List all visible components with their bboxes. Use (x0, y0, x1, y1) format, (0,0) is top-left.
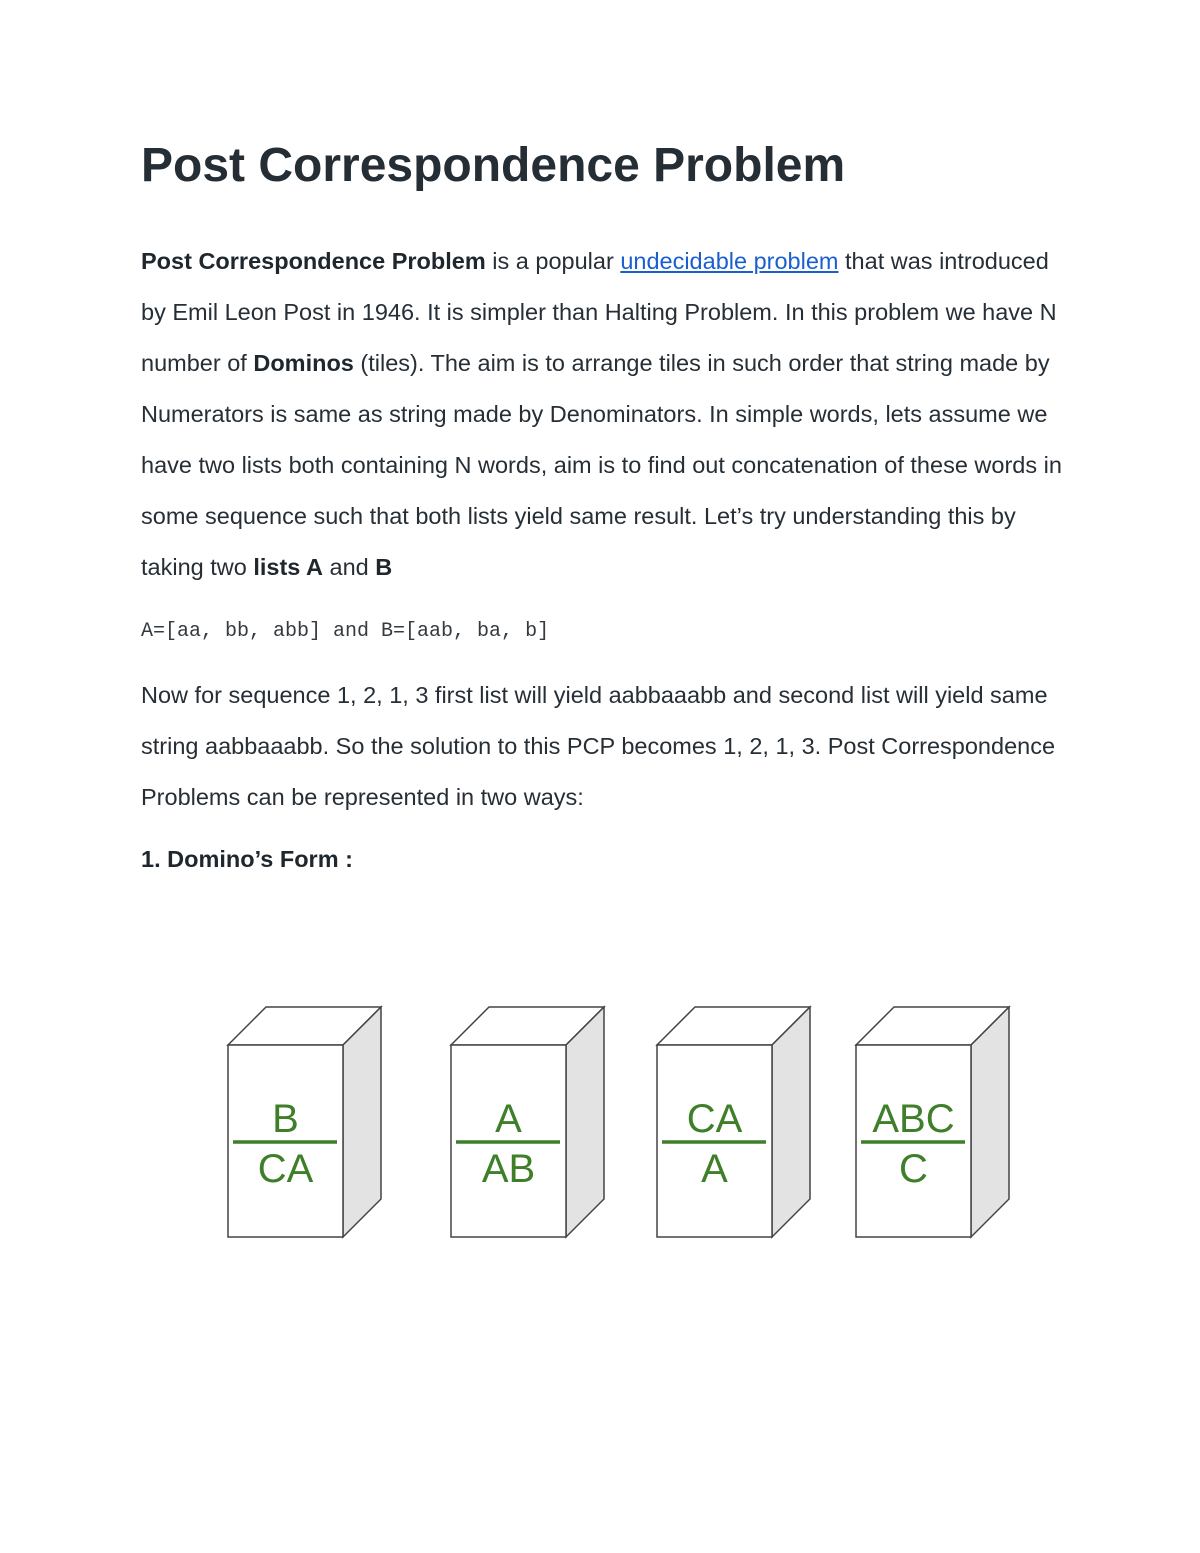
undecidable-problem-link[interactable]: undecidable problem (620, 248, 839, 274)
domino-numerator: ABC (872, 1097, 955, 1141)
domino-4 (856, 1007, 1009, 1237)
domino-denominator: CA (257, 1147, 314, 1191)
intro-paragraph (141, 236, 1071, 593)
lists-a-bold: lists A (253, 554, 323, 580)
term-bold: Post Correspondence Problem (141, 248, 486, 274)
domino-1 (228, 1007, 381, 1237)
intro-text-1: is a popular (485, 248, 621, 274)
domino-denominator: AB (481, 1147, 536, 1191)
domino-2 (451, 1007, 604, 1237)
intro-text-3: (tiles). The aim is to arrange tiles in such order that string made by Numerators is same as string made by Denominators. In simple words, lets assume we have two lists both containing N words, aim is to find out concatenation of these words in some sequence such that both lists yield same result. Let’s try understanding this by taking two (141, 350, 1062, 580)
domino-numerator: CA (686, 1097, 743, 1141)
domino-numerator: A (495, 1097, 522, 1141)
intro-text-2: that was introduced by Emil Leon Post in 1946. It is simpler than Halting Problem. In this problem we have N number of (141, 248, 1057, 376)
solution-paragraph: Now for sequence 1, 2, 1, 3 first list will yield aabbaaabb and second list will yield same string aabbaaabb. So the solution to this PCP becomes 1, 2, 1, 3. Post Correspondence Problems can be represented in two ways: (141, 682, 1056, 810)
dominos-svg (210, 995, 1030, 1255)
domino-side-face (343, 1007, 381, 1237)
domino-denominator: C (899, 1147, 928, 1191)
b-bold: B (375, 554, 393, 580)
domino-side-face (971, 1007, 1009, 1237)
dominos-figure (210, 995, 1030, 1260)
page-title: Post Correspondence Problem (141, 139, 846, 192)
domino-side-face (772, 1007, 810, 1237)
domino-side-face (566, 1007, 604, 1237)
intro-text-4: and (323, 554, 376, 580)
domino-3 (657, 1007, 810, 1237)
code-line: A=[aa, bb, abb] and B=[aab, ba, b] (141, 620, 550, 643)
section-heading: 1. Domino’s Form : (141, 846, 353, 872)
dominos-bold: Dominos (253, 350, 354, 376)
domino-denominator: A (701, 1147, 728, 1191)
domino-numerator: B (272, 1097, 299, 1141)
